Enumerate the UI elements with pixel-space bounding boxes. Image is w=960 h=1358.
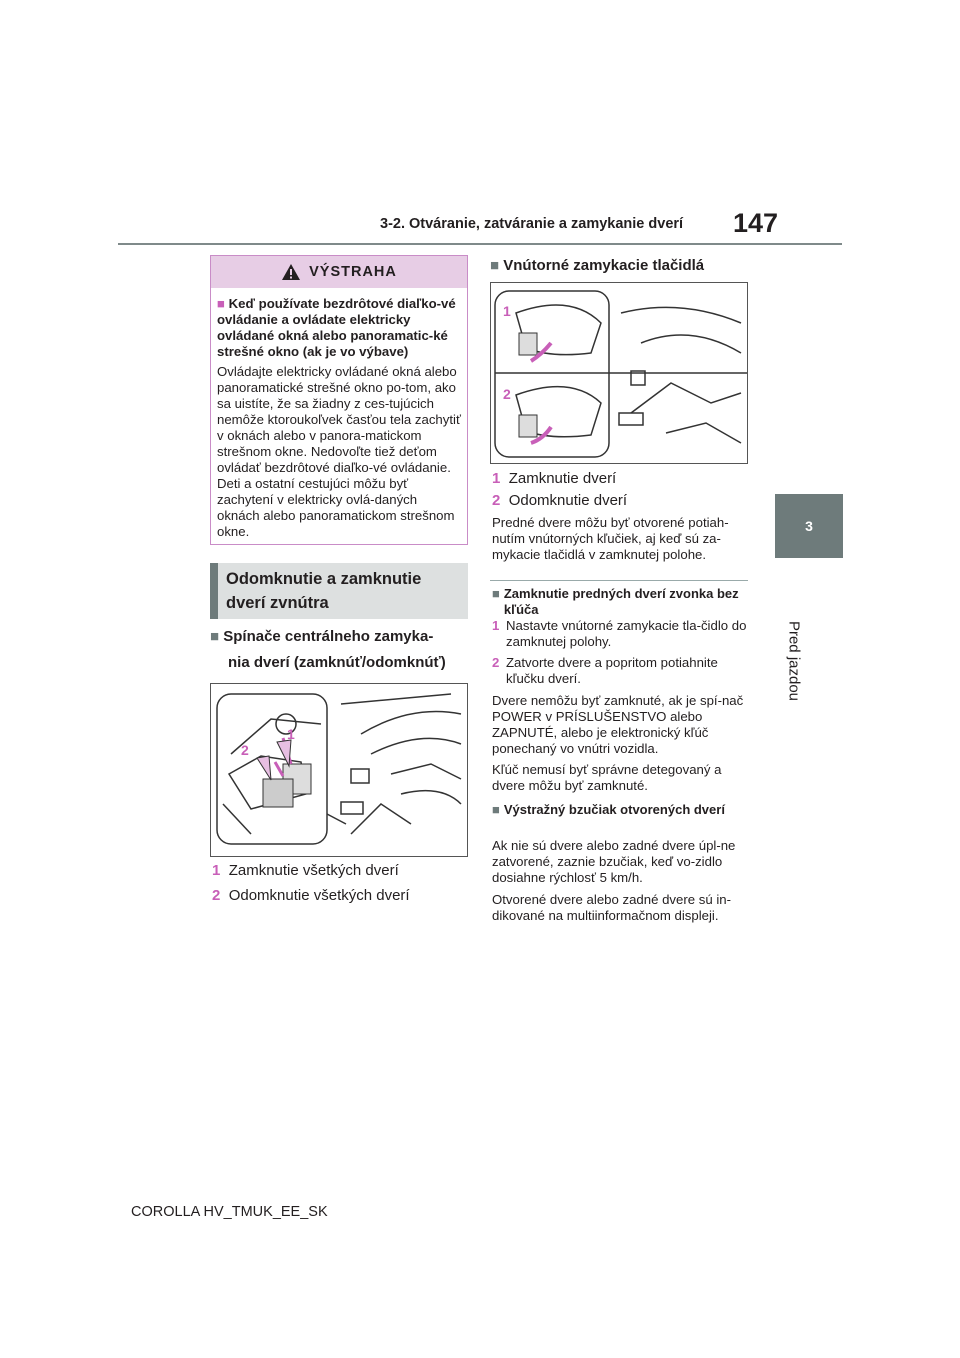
step-1 bbox=[492, 618, 750, 650]
left-item-1 bbox=[212, 860, 399, 882]
central-lock-heading-line2: nia dverí (zamknúť/odomknúť) bbox=[228, 654, 446, 671]
lock-from-outside-heading-text: Zamknutie predných dverí zvonka bez kľúča bbox=[503, 586, 739, 617]
section-header-title: 3-2. Otváranie, zatváranie a zamykanie dverí bbox=[380, 216, 684, 232]
lock-from-outside-heading bbox=[492, 586, 750, 618]
callout-1: 1 bbox=[503, 303, 511, 319]
central-lock-heading-line1: Spínače centrálneho zamyka- bbox=[223, 628, 434, 645]
chapter-tab: 3 bbox=[775, 494, 843, 558]
power-switch-note: Dvere nemôžu byť zamknuté, ak je spí-nač POWER v PRÍSLUŠENSTVO alebo ZAPNUTÉ, alebo je elektronický kľúč ponechaný vo vnútri vozidla. bbox=[492, 693, 744, 756]
warning-label: VÝSTRAHA bbox=[309, 264, 397, 280]
door-buzzer-heading-text: Výstražný bzučiak otvorených dverí bbox=[503, 802, 725, 817]
front-door-note: Predné dvere môžu byť otvorené potiah-nutím vnútorných kľučiek, aj keď sú za-mykacie tlačidlá v zamknutej polohe. bbox=[492, 515, 729, 562]
right-item-2 bbox=[492, 490, 627, 512]
chapter-side-title bbox=[780, 606, 808, 716]
header-divider bbox=[118, 243, 842, 245]
item-number: 2 bbox=[212, 887, 221, 904]
step-text: Zatvorte dvere a popritom potiahnite kľučku dverí. bbox=[506, 655, 718, 686]
buzzer-note: Ak nie sú dvere alebo zadné dvere úpl-ne zatvorené, zaznie bzučiak, keď vo-zidlo dosiahne rýchlosť 5 km/h. bbox=[492, 838, 736, 885]
item-number: 1 bbox=[492, 470, 501, 487]
bullet-square-icon: ■ bbox=[217, 296, 225, 311]
divider bbox=[490, 580, 748, 581]
warning-body: Ovládajte elektricky ovládané okná alebo panoramatické strešné okno po-tom, ako sa uistíte, že sa žiadny z ces-tujúcich nemôže ktoroukoľvek časťou tela zachytiť v oknách alebo v panora-matickom strešnom okne. Nedovoľte tiež deťom ovládať bezdrôtové diaľko-vé ovládanie. Deti a ostatní cestujúci môžu byť zachytení v elektricky ovlá-daných oknách alebo panoramatickom strešnom okne. bbox=[217, 364, 461, 539]
step-text: Nastavte vnútorné zamykacie tla-čidlo do zamknutej polohy. bbox=[506, 618, 747, 649]
section-heading-line1: Odomknutie a zamknutie bbox=[226, 570, 422, 588]
warning-subheading bbox=[217, 296, 463, 360]
section-heading-bar bbox=[210, 563, 218, 619]
warning-triangle-icon bbox=[281, 263, 301, 281]
door-switch-drawing bbox=[211, 684, 467, 856]
item-text: Zamknutie všetkých dverí bbox=[228, 862, 399, 879]
callout-1: 1 bbox=[287, 726, 295, 742]
item-text: Odomknutie dverí bbox=[508, 492, 628, 509]
step-2 bbox=[492, 655, 750, 687]
callout-2: 2 bbox=[241, 742, 249, 758]
bullet-square-icon: ■ bbox=[492, 586, 500, 601]
warning-box bbox=[210, 255, 468, 545]
warning-header bbox=[211, 256, 467, 288]
callout-2: 2 bbox=[503, 386, 511, 402]
section-heading-line2: dverí zvnútra bbox=[226, 594, 329, 612]
door-buzzer-heading bbox=[492, 802, 750, 818]
section-heading bbox=[226, 567, 466, 615]
bullet-square-icon: ■ bbox=[210, 628, 220, 645]
step-number: 2 bbox=[492, 655, 500, 670]
item-text: Odomknutie všetkých dverí bbox=[228, 887, 410, 904]
inside-lock-heading bbox=[490, 255, 750, 277]
footer-model-code: COROLLA HV_TMUK_EE_SK bbox=[131, 1204, 328, 1220]
bullet-square-icon: ■ bbox=[492, 802, 500, 817]
key-detection-note: Kľúč nemusí byť správne detegovaný a dvere môžu byť zamknuté. bbox=[492, 762, 722, 793]
page-number: 147 bbox=[733, 208, 779, 238]
inside-lock-illustration bbox=[490, 282, 748, 464]
item-number: 1 bbox=[212, 862, 221, 879]
bullet-square-icon: ■ bbox=[490, 257, 500, 274]
step-number: 1 bbox=[492, 618, 500, 633]
door-lock-drawing bbox=[491, 283, 747, 463]
chapter-side-title-text: Pred jazdou bbox=[785, 620, 803, 702]
inside-lock-heading-text: Vnútorné zamykacie tlačidlá bbox=[503, 257, 705, 274]
central-lock-heading bbox=[210, 626, 470, 674]
warning-subheading-text: Keď používate bezdrôtové diaľko-vé ovládanie a ovládate elektricky ovládané okná alebo panoramatic-ké strešné okno (ak je vo výbave) bbox=[217, 296, 456, 359]
item-number: 2 bbox=[492, 492, 501, 509]
display-note: Otvorené dvere alebo zadné dvere sú in-dikované na multiinformačnom displeji. bbox=[492, 892, 731, 923]
central-lock-switch-illustration bbox=[210, 683, 468, 857]
item-text: Zamknutie dverí bbox=[508, 470, 617, 487]
left-item-2 bbox=[212, 885, 410, 907]
right-item-1 bbox=[492, 468, 616, 490]
